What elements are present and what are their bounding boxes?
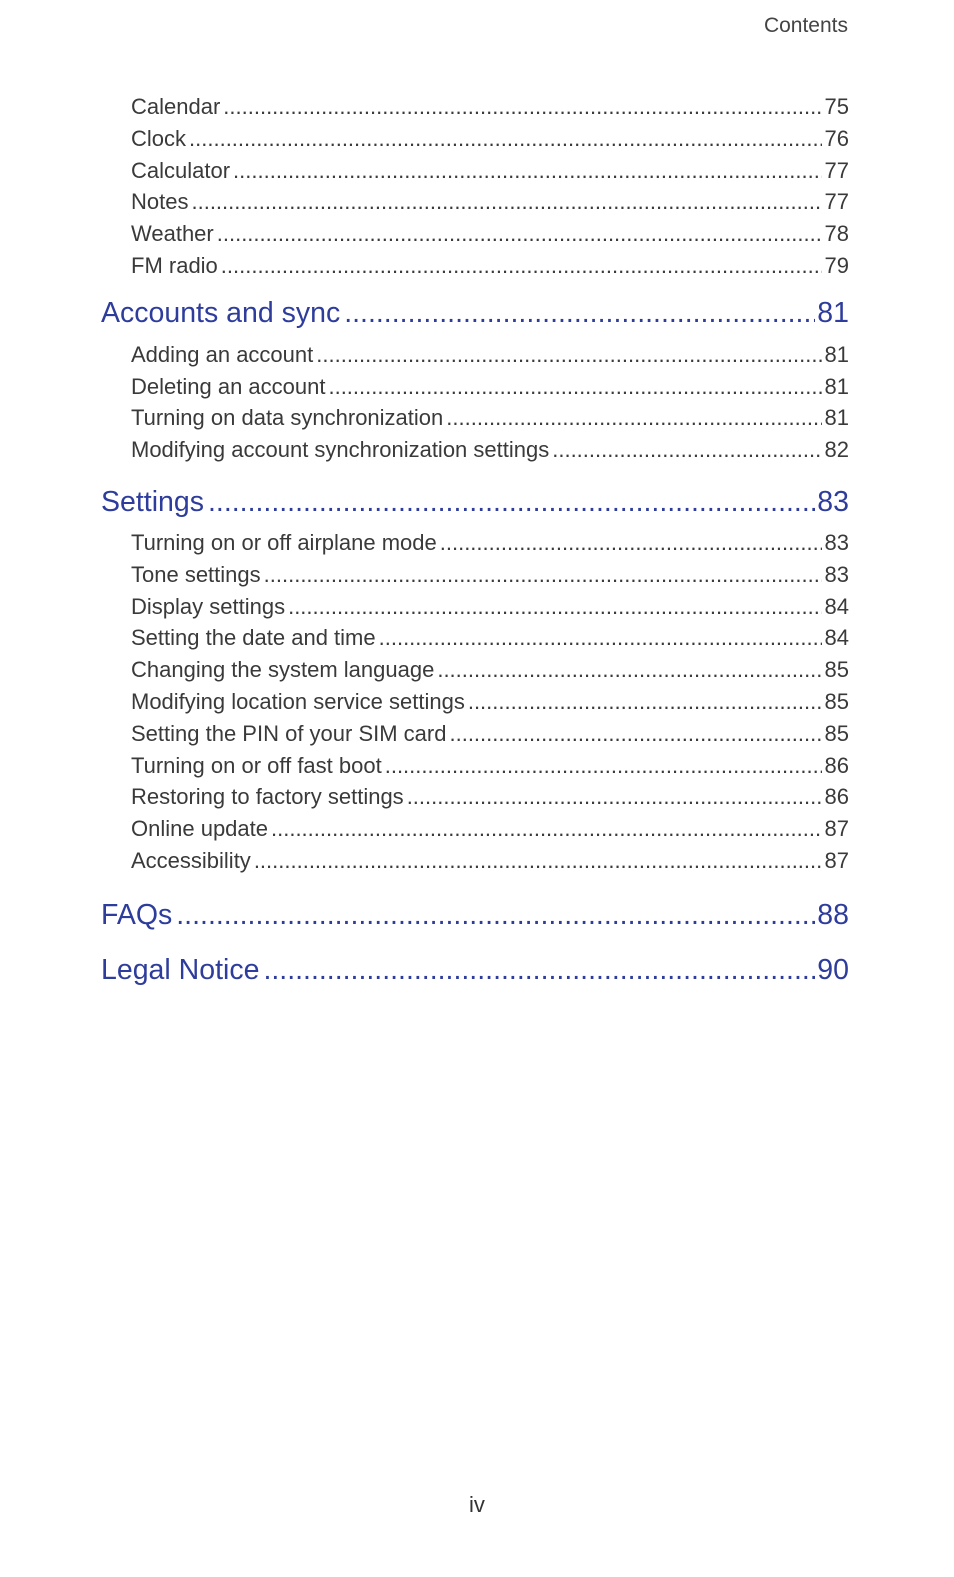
toc-entry-page: 87	[824, 816, 849, 842]
dot-leader	[176, 895, 815, 935]
toc-entry-page: 77	[824, 189, 849, 215]
toc-entry-system-language[interactable]	[101, 654, 849, 686]
dot-leader	[344, 293, 815, 333]
toc-entry-page: 75	[824, 94, 849, 119]
toc-chapter-legal-notice[interactable]	[101, 950, 849, 990]
toc-entry-title: Turning on or off airplane mode	[131, 529, 437, 555]
toc-entry-factory-settings[interactable]	[101, 781, 849, 813]
dot-leader	[208, 482, 815, 522]
toc-entry-page: 76	[824, 125, 849, 151]
toc-chapter-page: 88	[817, 898, 849, 931]
toc-chapter-settings[interactable]	[101, 482, 849, 522]
dot-leader	[328, 371, 821, 403]
dot-leader	[217, 218, 822, 250]
toc-chapter-accounts-and-sync[interactable]	[101, 293, 849, 333]
toc-entry-adding-account[interactable]	[101, 339, 849, 371]
toc-entry-page: 84	[824, 593, 849, 619]
toc-entry-title: Notes	[131, 189, 189, 215]
toc-entry-page: 86	[824, 784, 849, 810]
toc-entry-title: Modifying account synchronization settings	[131, 437, 550, 463]
table-of-contents	[101, 91, 849, 990]
toc-entry-page: 85	[824, 720, 849, 746]
toc-entry-title: Changing the system language	[131, 657, 435, 683]
dot-leader	[233, 155, 821, 187]
toc-chapter-title: Accounts and sync	[101, 296, 341, 329]
toc-chapter-faqs[interactable]	[101, 895, 849, 935]
dot-leader	[437, 654, 821, 686]
toc-entry-online-update[interactable]	[101, 813, 849, 845]
toc-entry-page: 82	[824, 437, 849, 463]
dot-leader	[385, 750, 822, 782]
toc-chapter-title: Legal Notice	[101, 953, 260, 986]
dot-leader	[449, 718, 821, 750]
dot-leader	[271, 813, 822, 845]
dot-leader	[440, 527, 822, 559]
dot-leader	[379, 622, 822, 654]
toc-entry-title: Tone settings	[131, 561, 261, 587]
dot-leader	[189, 123, 822, 155]
toc-entry-title: Deleting an account	[131, 373, 326, 399]
running-header: Contents	[763, 14, 848, 37]
dot-leader	[552, 434, 821, 466]
toc-chapter-page: 90	[817, 953, 849, 986]
dot-leader	[223, 91, 821, 123]
dot-leader	[263, 950, 815, 990]
toc-entry-title: Adding an account	[131, 341, 314, 367]
toc-entry-location-service[interactable]	[101, 686, 849, 718]
toc-entry-page: 78	[824, 221, 849, 247]
toc-entry-page: 81	[824, 341, 849, 367]
toc-entry-fast-boot[interactable]	[101, 750, 849, 782]
dot-leader	[254, 845, 822, 877]
dot-leader	[407, 781, 822, 813]
dot-leader	[264, 559, 822, 591]
toc-entry-weather[interactable]	[101, 218, 849, 250]
dot-leader	[316, 339, 821, 371]
toc-chapter-title: Settings	[101, 485, 204, 518]
dot-leader	[288, 591, 821, 623]
toc-entry-tone-settings[interactable]	[101, 559, 849, 591]
toc-entry-calculator[interactable]	[101, 155, 849, 187]
toc-entry-airplane-mode[interactable]	[101, 527, 849, 559]
toc-entry-data-sync[interactable]	[101, 402, 849, 434]
toc-entry-title: Turning on or off fast boot	[131, 752, 382, 778]
toc-entry-account-sync-settings[interactable]	[101, 434, 849, 466]
toc-entry-accessibility[interactable]	[101, 845, 849, 877]
toc-entry-page: 83	[824, 561, 849, 587]
toc-entry-deleting-account[interactable]	[101, 371, 849, 403]
toc-entry-page: 81	[824, 405, 849, 431]
toc-entry-title: Weather	[131, 221, 214, 247]
toc-entry-page: 84	[824, 625, 849, 651]
toc-entry-title: Calendar	[131, 94, 221, 119]
toc-entry-title: Turning on data synchronization	[131, 405, 444, 431]
toc-chapter-title: FAQs	[101, 898, 173, 931]
dot-leader	[468, 686, 822, 718]
toc-entry-title: Modifying location service settings	[131, 688, 465, 714]
toc-entry-title: Display settings	[131, 593, 286, 619]
toc-entry-page: 87	[824, 847, 849, 873]
toc-entry-page: 85	[824, 657, 849, 683]
toc-entry-title: Online update	[131, 816, 268, 842]
toc-entry-page: 81	[824, 373, 849, 399]
toc-entry-display-settings[interactable]	[101, 591, 849, 623]
toc-entry-clock[interactable]	[101, 123, 849, 155]
page-number: iv	[469, 1492, 485, 1517]
toc-entry-page: 79	[824, 252, 849, 278]
toc-entry-fm-radio[interactable]	[101, 250, 849, 282]
dot-leader	[191, 186, 821, 218]
toc-entry-title: FM radio	[131, 252, 218, 278]
toc-entry-page: 85	[824, 688, 849, 714]
toc-entry-title: Setting the PIN of your SIM card	[131, 720, 447, 746]
toc-entry-sim-pin[interactable]	[101, 718, 849, 750]
toc-entry-title: Clock	[131, 125, 187, 151]
toc-entry-calendar[interactable]	[101, 91, 849, 123]
toc-entry-title: Restoring to factory settings	[131, 784, 404, 810]
toc-entry-title: Setting the date and time	[131, 625, 376, 651]
toc-entry-date-time[interactable]	[101, 622, 849, 654]
toc-entry-title: Accessibility	[131, 847, 251, 873]
toc-entry-page: 77	[824, 157, 849, 183]
dot-leader	[221, 250, 822, 282]
dot-leader	[446, 402, 821, 434]
toc-entry-page: 83	[824, 529, 849, 555]
toc-entry-page: 86	[824, 752, 849, 778]
toc-chapter-page: 83	[817, 485, 849, 518]
toc-chapter-page: 81	[817, 296, 849, 329]
toc-entry-title: Calculator	[131, 157, 231, 183]
toc-entry-notes[interactable]	[101, 186, 849, 218]
